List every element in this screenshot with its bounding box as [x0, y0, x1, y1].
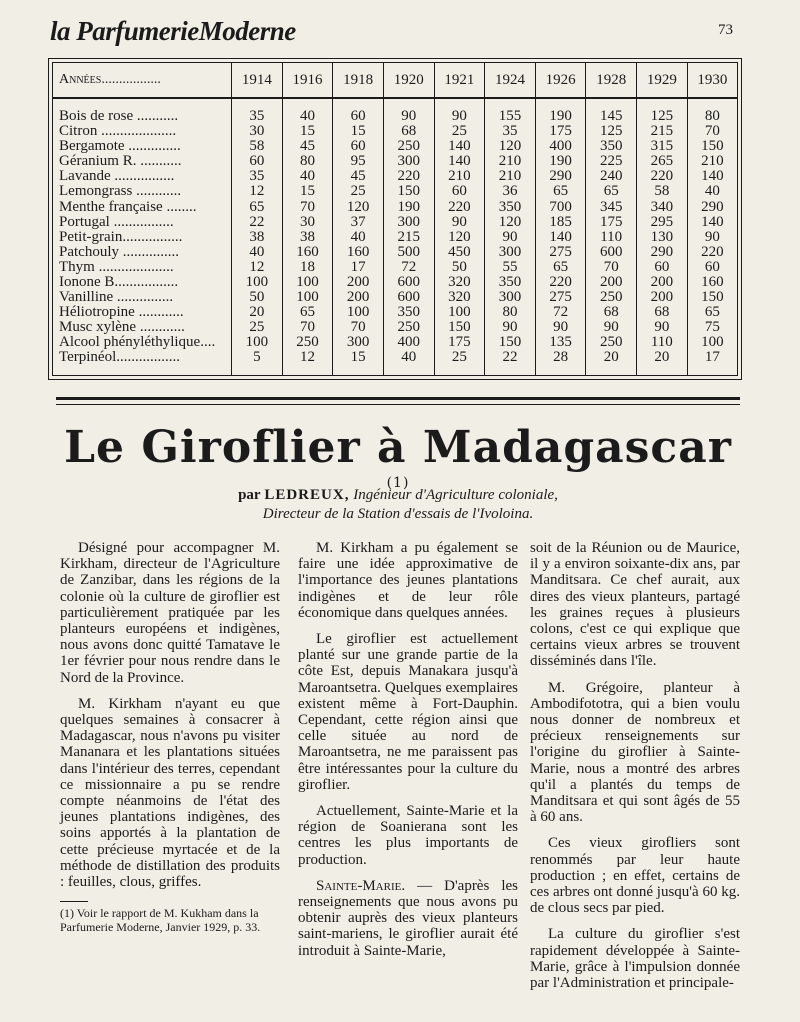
- price-cell: 300: [383, 214, 434, 229]
- price-cell: 350: [383, 305, 434, 320]
- price-cell: 210: [485, 154, 536, 169]
- price-cell: 225: [586, 154, 637, 169]
- product-name: Terpinéol.................: [59, 349, 181, 366]
- page-number: 73: [718, 22, 733, 38]
- price-cell: 70: [687, 124, 737, 139]
- price-cell: 175: [586, 214, 637, 229]
- table-row: [53, 199, 737, 214]
- table-row: [53, 139, 737, 154]
- year-header: 1920: [383, 63, 434, 98]
- price-cell: 350: [485, 199, 536, 214]
- price-cell: 25: [434, 350, 485, 365]
- article-title-text: Le Giroflier à Madagascar: [64, 422, 732, 473]
- price-cell: 125: [586, 124, 637, 139]
- product-name: Menthe française ........: [59, 198, 197, 215]
- price-cell: 120: [485, 139, 536, 154]
- price-cell: 40: [282, 109, 333, 124]
- section-text: — D'après les renseignements que nous avons pu obtenir auprès des vieux planteurs saint-mariens, le giroflier aurait été introduit à Sainte-Marie,: [298, 877, 518, 959]
- table-row: [53, 184, 737, 199]
- price-cell: 160: [282, 244, 333, 259]
- price-cell: 22: [232, 214, 283, 229]
- paragraph: M. Kirkham a pu également se faire une idée approximative de l'importance des jeunes plantations indigènes et de leur rôle économique dans quelques années.: [298, 540, 518, 621]
- product-name: Bois de rose ...........: [59, 108, 179, 125]
- price-cell: 100: [434, 305, 485, 320]
- price-cell: 200: [586, 275, 637, 290]
- price-cell: 55: [485, 259, 536, 274]
- price-cell: 25: [333, 184, 384, 199]
- price-cell: 140: [687, 169, 737, 184]
- price-cell: 35: [485, 124, 536, 139]
- price-cell: 125: [637, 109, 688, 124]
- product-name: Citron ....................: [59, 123, 177, 140]
- price-cell: 28: [535, 350, 586, 365]
- price-cell: 60: [333, 109, 384, 124]
- price-cell: 150: [687, 139, 737, 154]
- price-cell: 60: [637, 259, 688, 274]
- price-cell: 12: [232, 184, 283, 199]
- price-cell: 68: [586, 305, 637, 320]
- divider-rule-thin: [56, 404, 740, 405]
- price-cell: 5: [232, 350, 283, 365]
- table-row: [53, 154, 737, 169]
- price-cell: 60: [434, 184, 485, 199]
- byline: [56, 486, 740, 524]
- table-row: [53, 290, 737, 305]
- footnote: (1) Voir le rapport de M. Kukham dans la Parfumerie Moderne, Janvier 1929, p. 33.: [60, 906, 261, 934]
- product-name: Patchouly ...............: [59, 243, 179, 260]
- price-cell: 12: [232, 259, 283, 274]
- price-cell: 72: [383, 259, 434, 274]
- price-cell: 36: [485, 184, 536, 199]
- price-cell: 30: [232, 124, 283, 139]
- price-cell: 40: [282, 169, 333, 184]
- price-cell: 25: [232, 320, 283, 335]
- price-cell: 500: [383, 244, 434, 259]
- price-cell: 35: [232, 169, 283, 184]
- price-cell: 135: [535, 335, 586, 350]
- price-cell: 290: [535, 169, 586, 184]
- price-cell: 15: [282, 124, 333, 139]
- price-cell: 215: [637, 124, 688, 139]
- price-cell: 240: [586, 169, 637, 184]
- price-cell: 40: [333, 229, 384, 244]
- price-cell: 250: [586, 335, 637, 350]
- price-cell: 145: [586, 109, 637, 124]
- table-row: [53, 229, 737, 244]
- year-header: 1918: [333, 63, 384, 98]
- title-footnote-marker: (1): [386, 475, 410, 491]
- price-cell: 70: [282, 320, 333, 335]
- price-cell: 345: [586, 199, 637, 214]
- price-cell: 38: [232, 229, 283, 244]
- price-cell: 175: [535, 124, 586, 139]
- price-cell: 17: [333, 259, 384, 274]
- price-cell: 185: [535, 214, 586, 229]
- price-cell: 60: [232, 154, 283, 169]
- price-cell: 275: [535, 290, 586, 305]
- price-cell: 65: [535, 259, 586, 274]
- price-cell: 150: [434, 320, 485, 335]
- price-cell: 65: [687, 305, 737, 320]
- product-name: Ionone B.................: [59, 273, 179, 290]
- price-cell: 700: [535, 199, 586, 214]
- table-row: [53, 109, 737, 124]
- price-cell: 160: [687, 275, 737, 290]
- price-cell: 15: [333, 124, 384, 139]
- price-cell: 190: [535, 109, 586, 124]
- price-cell: 90: [586, 320, 637, 335]
- price-cell: 600: [383, 290, 434, 305]
- price-table-grid: [53, 63, 737, 375]
- price-cell: 70: [282, 199, 333, 214]
- price-cell: 120: [333, 199, 384, 214]
- price-cell: 155: [485, 109, 536, 124]
- table-row: [53, 305, 737, 320]
- year-header: 1926: [535, 63, 586, 98]
- price-cell: 275: [535, 244, 586, 259]
- table-header-row: [53, 63, 737, 98]
- price-cell: 300: [333, 335, 384, 350]
- price-cell: 100: [282, 275, 333, 290]
- product-name: Thym ....................: [59, 258, 174, 275]
- year-header: 1914: [232, 63, 283, 98]
- price-cell: 210: [687, 154, 737, 169]
- price-cell: 220: [434, 199, 485, 214]
- product-name: Petit-grain................: [59, 228, 183, 245]
- price-cell: 35: [232, 109, 283, 124]
- price-cell: 140: [535, 229, 586, 244]
- table-row: [53, 320, 737, 335]
- paragraph: M. Kirkham n'ayant eu que quelques semaines à consacrer à Madagascar, nous n'avons pu visiter Mananara et les plantations situées dans l'intérieur des terres, cependant ce missionnaire a pu se rendre compte néanmoins de l'état des jeunes plantations indigènes, des soins apportés à la plantation de cette précieuse myrtacée et de la méthode de distillation des produits : feuilles, clous, griffes.: [60, 695, 280, 891]
- price-cell: 120: [485, 214, 536, 229]
- price-cell: 15: [333, 350, 384, 365]
- price-cell: 80: [485, 305, 536, 320]
- author-role-2: Directeur de la Station d'essais de l'Ivoloina.: [262, 506, 534, 522]
- product-name: Portugal ................: [59, 213, 174, 230]
- author-name: LEDREUX,: [264, 487, 350, 503]
- paragraph: La culture du giroflier s'est rapidement développée à Sainte-Marie, grâce à l'impulsion donnée par l'Administration et principale-: [530, 926, 740, 992]
- price-cell: 95: [333, 154, 384, 169]
- year-header: 1928: [586, 63, 637, 98]
- price-cell: 60: [687, 259, 737, 274]
- price-cell: 38: [282, 229, 333, 244]
- price-cell: 300: [485, 244, 536, 259]
- price-cell: 80: [282, 154, 333, 169]
- price-cell: 68: [383, 124, 434, 139]
- year-header: 1921: [434, 63, 485, 98]
- price-cell: 72: [535, 305, 586, 320]
- table-row: [53, 259, 737, 274]
- price-cell: 60: [333, 139, 384, 154]
- price-cell: 90: [383, 109, 434, 124]
- price-cell: 68: [637, 305, 688, 320]
- price-cell: 300: [485, 290, 536, 305]
- price-cell: 110: [586, 229, 637, 244]
- price-cell: 190: [383, 199, 434, 214]
- price-cell: 90: [535, 320, 586, 335]
- price-cell: 150: [485, 335, 536, 350]
- price-cell: 100: [232, 275, 283, 290]
- price-cell: 65: [232, 199, 283, 214]
- price-cell: 100: [687, 335, 737, 350]
- product-name: Lemongrass ............: [59, 183, 182, 200]
- price-cell: 45: [282, 139, 333, 154]
- price-cell: 220: [535, 275, 586, 290]
- price-cell: 90: [485, 229, 536, 244]
- price-cell: 600: [383, 275, 434, 290]
- price-cell: 140: [687, 214, 737, 229]
- price-cell: 50: [232, 290, 283, 305]
- price-cell: 40: [232, 244, 283, 259]
- price-cell: 150: [687, 290, 737, 305]
- price-cell: 20: [637, 350, 688, 365]
- price-cell: 200: [333, 290, 384, 305]
- table-row: [53, 214, 737, 229]
- year-header: 1916: [282, 63, 333, 98]
- price-cell: 140: [434, 154, 485, 169]
- byline-par: par: [238, 487, 261, 503]
- article-column-2: [298, 540, 518, 969]
- product-name: Vanilline ...............: [59, 288, 174, 305]
- price-cell: 300: [383, 154, 434, 169]
- table-row: [53, 275, 737, 290]
- price-cell: 220: [383, 169, 434, 184]
- year-header: 1930: [687, 63, 737, 98]
- price-cell: 140: [434, 139, 485, 154]
- paragraph: Le giroflier est actuellement planté sur une grande partie de la côte Est, depuis Manakara jusqu'à Maroantsetra. Quelques exemplaires existent même à Fort-Dauphin. Cependant, cette région ainsi que celle située au nord de Maroantsetra, ne me paraissent pas être intéressantes pour la culture du giroflier.: [298, 631, 518, 793]
- masthead: la ParfumerieModerne: [50, 16, 296, 46]
- price-cell: 40: [687, 184, 737, 199]
- price-cell: 175: [434, 335, 485, 350]
- price-cell: 250: [383, 139, 434, 154]
- price-cell: 90: [434, 109, 485, 124]
- price-cell: 250: [383, 320, 434, 335]
- price-cell: 315: [637, 139, 688, 154]
- price-cell: 22: [485, 350, 536, 365]
- product-name: Bergamote ..............: [59, 138, 181, 155]
- price-cell: 200: [333, 275, 384, 290]
- price-cell: 20: [232, 305, 283, 320]
- product-name: Alcool phényléthylique....: [59, 333, 216, 350]
- price-cell: 70: [333, 320, 384, 335]
- price-cell: 250: [282, 335, 333, 350]
- price-cell: 150: [383, 184, 434, 199]
- footnote-rule: [60, 901, 88, 902]
- table-row: [53, 244, 737, 259]
- price-cell: 45: [333, 169, 384, 184]
- table-row: [53, 335, 737, 350]
- paragraph: M. Grégoire, planteur à Ambodifototra, qui a bien voulu nous donner de nombreux et précieux renseignements sur l'origine du giroflier à Sainte-Marie, nous a montré des arbres qu'il a plantés du temps de Manditsara et qui sont âgés de 55 à 60 ans.: [530, 679, 740, 826]
- price-cell: 210: [434, 169, 485, 184]
- price-cell: 100: [282, 290, 333, 305]
- year-header: 1929: [637, 63, 688, 98]
- product-name: Lavande ................: [59, 168, 175, 185]
- price-cell: 210: [485, 169, 536, 184]
- author-role: Ingénieur d'Agriculture coloniale,: [353, 487, 558, 503]
- price-cell: 30: [282, 214, 333, 229]
- price-cell: 400: [383, 335, 434, 350]
- price-cell: 160: [333, 244, 384, 259]
- paragraph: [298, 878, 518, 959]
- price-cell: 90: [485, 320, 536, 335]
- price-cell: 40: [383, 350, 434, 365]
- price-cell: 50: [434, 259, 485, 274]
- price-cell: 17: [687, 350, 737, 365]
- price-cell: 600: [586, 244, 637, 259]
- price-cell: 100: [232, 335, 283, 350]
- year-header: 1924: [485, 63, 536, 98]
- price-cell: 100: [333, 305, 384, 320]
- price-table: [52, 62, 738, 376]
- table-row: [53, 124, 737, 139]
- table-row: [53, 169, 737, 184]
- price-cell: 15: [282, 184, 333, 199]
- price-cell: 90: [637, 320, 688, 335]
- price-cell: 18: [282, 259, 333, 274]
- paragraph: Ces vieux girofliers sont renommés par leur haute production ; en effet, certains de ces arbres ont donné jusqu'à 60 kg. de clous secs par pied.: [530, 835, 740, 917]
- price-cell: 65: [535, 184, 586, 199]
- price-cell: 250: [586, 290, 637, 305]
- price-cell: 58: [232, 139, 283, 154]
- price-cell: 110: [637, 335, 688, 350]
- price-cell: 120: [434, 229, 485, 244]
- price-cell: 320: [434, 290, 485, 305]
- section-lead: Sainte-Marie.: [316, 877, 406, 894]
- price-cell: 20: [586, 350, 637, 365]
- price-cell: 130: [637, 229, 688, 244]
- price-cell: 90: [434, 214, 485, 229]
- table-header-label: Années.................: [53, 63, 232, 98]
- paragraph: soit de la Réunion ou de Maurice, il y a environ soixante-dix ans, par Manditsara. Ce chef aurait, aux dires des vieux planteurs, partagé les graines reçues à plusieurs colons, c'est ce qui explique que certains vieux arbres se trouvent disséminés dans l'île.: [530, 540, 740, 670]
- paragraph: Actuellement, Sainte-Marie et la région de Soanierana sont les centres les plus importants de production.: [298, 803, 518, 868]
- price-cell: 290: [687, 199, 737, 214]
- price-cell: 200: [637, 275, 688, 290]
- table-row: [53, 350, 737, 365]
- price-cell: 25: [434, 124, 485, 139]
- price-cell: 12: [282, 350, 333, 365]
- product-name: Héliotropine ............: [59, 303, 184, 320]
- price-cell: 80: [687, 109, 737, 124]
- price-cell: 37: [333, 214, 384, 229]
- price-cell: 65: [282, 305, 333, 320]
- price-cell: 400: [535, 139, 586, 154]
- product-name: Musc xylène ............: [59, 318, 185, 335]
- price-cell: 350: [586, 139, 637, 154]
- article-column-3: [530, 540, 740, 1001]
- price-cell: 90: [687, 229, 737, 244]
- product-name: Géranium R. ...........: [59, 153, 182, 170]
- price-cell: 295: [637, 214, 688, 229]
- price-cell: 58: [637, 184, 688, 199]
- divider-rule: [56, 397, 740, 400]
- price-cell: 290: [637, 244, 688, 259]
- price-cell: 200: [637, 290, 688, 305]
- price-cell: 220: [687, 244, 737, 259]
- price-cell: 320: [434, 275, 485, 290]
- price-cell: 450: [434, 244, 485, 259]
- price-cell: 190: [535, 154, 586, 169]
- price-cell: 70: [586, 259, 637, 274]
- price-cell: 65: [586, 184, 637, 199]
- price-cell: 340: [637, 199, 688, 214]
- price-cell: 350: [485, 275, 536, 290]
- price-cell: 75: [687, 320, 737, 335]
- paragraph: Désigné pour accompagner M. Kirkham, directeur de l'Agriculture de Zanzibar, dans les régions de la colonie où la culture de giroflier est particulièrement pratiquée par les planteurs européens et indigènes, nous avons donc quitté Tamatave le 1er février pour nous rendre dans le Nord de la Province.: [60, 540, 280, 686]
- price-cell: 215: [383, 229, 434, 244]
- price-cell: 220: [637, 169, 688, 184]
- price-cell: 265: [637, 154, 688, 169]
- article-column-1: [60, 540, 280, 900]
